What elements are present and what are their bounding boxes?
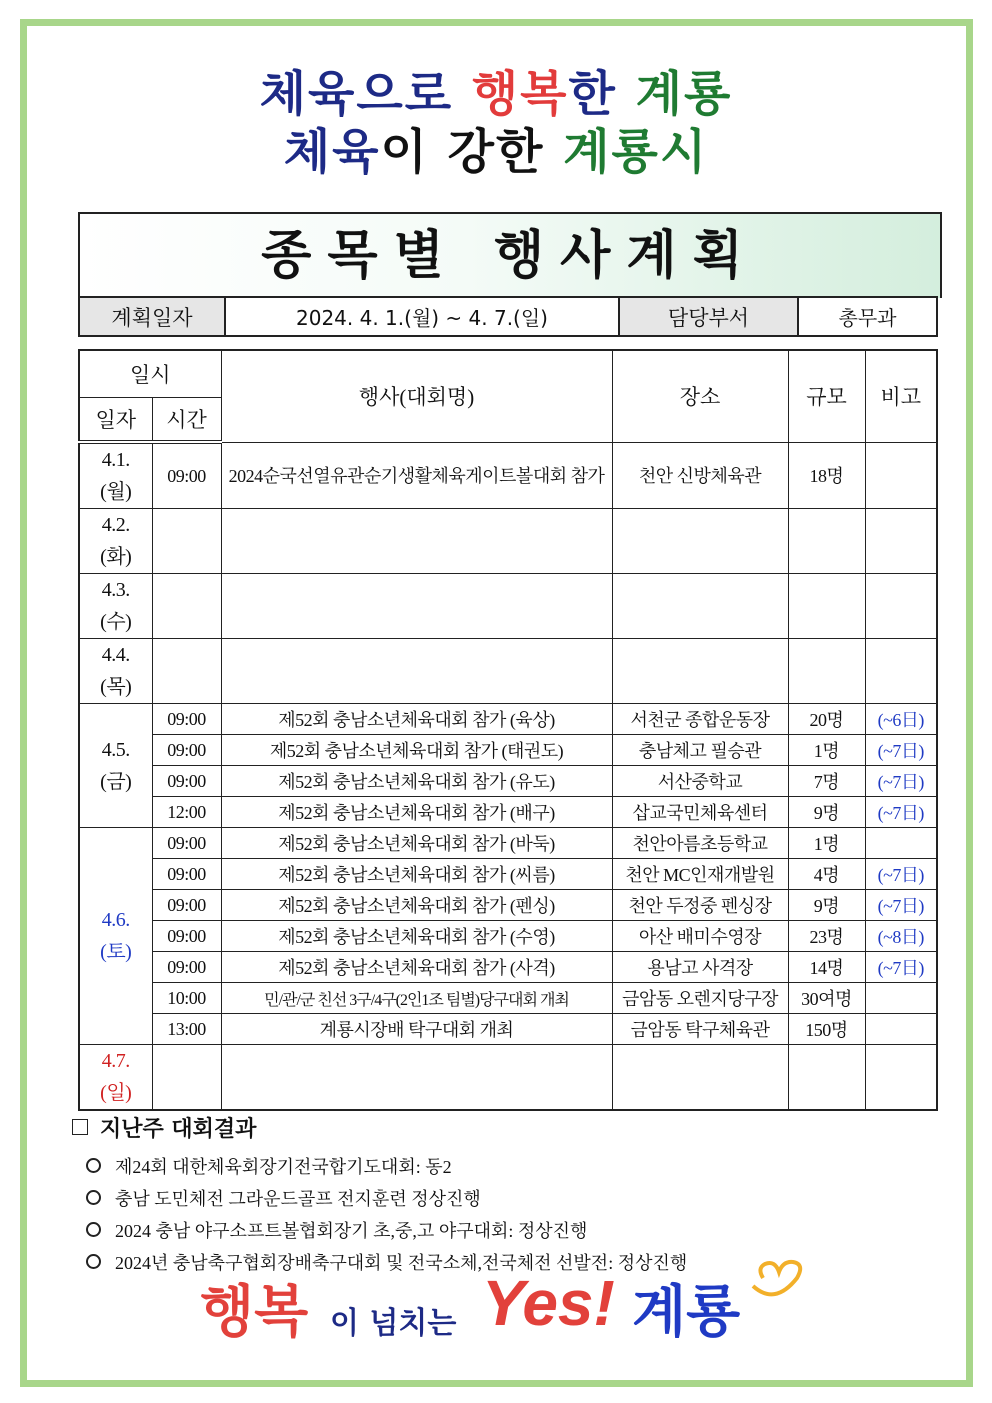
place-cell: 금암동 탁구체육관 [612, 1014, 788, 1045]
header-datetime: 일시 [79, 350, 221, 398]
slogan-text: 행복 [471, 66, 569, 122]
table-row [79, 797, 937, 828]
date-dow: (수) [100, 611, 132, 633]
time-cell: 12:00 [152, 797, 221, 828]
dept-label: 담당부서 [619, 297, 798, 336]
date-cell [79, 639, 152, 704]
table-row [79, 442, 937, 509]
date-cell [79, 1045, 152, 1111]
table-row [79, 704, 937, 735]
event-cell: 계룡시장배 탁구대회 개최 [221, 1014, 612, 1045]
table-row [79, 828, 937, 859]
footer-logo-text: 계룡 [632, 1280, 741, 1345]
note-cell [865, 983, 937, 1014]
date-dow: (월) [100, 481, 132, 503]
circle-bullet-icon [86, 1254, 101, 1269]
scale-cell: 4명 [788, 859, 865, 890]
slogan-text: 계룡시 [563, 124, 709, 180]
date-dow: (금) [100, 770, 132, 793]
date-cell [79, 828, 152, 1045]
scale-cell: 20명 [788, 704, 865, 735]
slogan-text: 체육 [283, 124, 381, 180]
plan-date-value: 2024. 4. 1.(월) ~ 4. 7.(일) [225, 297, 619, 336]
note-cell [865, 442, 937, 509]
date-day: 4.2. [101, 514, 130, 536]
date-cell [79, 509, 152, 574]
page-title: 종목별 행사계획 [261, 226, 759, 286]
results-heading-text: 지난주 대회결과 [100, 1117, 257, 1142]
dept-value: 총무과 [798, 297, 937, 336]
note-cell: (~7日) [865, 859, 937, 890]
date-dow: (일) [100, 1082, 132, 1104]
event-cell: 제52회 충남소년체육대회 참가 (유도) [221, 766, 612, 797]
date-cell [79, 574, 152, 639]
results-heading [72, 1112, 687, 1143]
date-day: 4.1. [101, 449, 130, 471]
event-cell: 제52회 충남소년체육대회 참가 (사격) [221, 952, 612, 983]
scale-cell: 9명 [788, 797, 865, 828]
heart-icon [745, 1256, 805, 1306]
table-row [79, 921, 937, 952]
scale-cell: 18명 [788, 442, 865, 509]
note-cell: (~7日) [865, 890, 937, 921]
place-cell: 서천군 종합운동장 [612, 704, 788, 735]
table-row [79, 509, 937, 574]
event-cell: 제52회 충남소년체육대회 참가 (육상) [221, 704, 612, 735]
scale-cell: 30여명 [788, 983, 865, 1014]
last-week-results [72, 1112, 687, 1279]
scale-cell: 9명 [788, 890, 865, 921]
event-cell: 제52회 충남소년체육대회 참가 (태권도) [221, 735, 612, 766]
footer-logo-text: Yes! [482, 1267, 615, 1339]
table-row [79, 574, 937, 639]
footer-logo-text: 행복 [200, 1280, 309, 1345]
date-day: 4.7. [101, 1050, 130, 1072]
list-item [72, 1215, 687, 1247]
header-date: 일자 [79, 398, 152, 443]
note-cell: (~7日) [865, 735, 937, 766]
place-cell: 천안아름초등학교 [612, 828, 788, 859]
place-cell: 아산 배미수영장 [612, 921, 788, 952]
header-place: 장소 [612, 350, 788, 442]
scale-cell: 7명 [788, 766, 865, 797]
plan-date-label: 계획일자 [79, 297, 225, 336]
event-cell: 제52회 충남소년체육대회 참가 (펜싱) [221, 890, 612, 921]
time-cell: 09:00 [152, 890, 221, 921]
note-cell [865, 1014, 937, 1045]
note-cell: (~6日) [865, 704, 937, 735]
event-cell: 민/관/군 친선 3구/4구(2인1조 팀별)당구대회 개최 [221, 983, 612, 1014]
note-cell: (~7日) [865, 952, 937, 983]
place-cell: 천안 MC인재개발원 [612, 859, 788, 890]
table-row [79, 890, 937, 921]
note-cell: (~7日) [865, 766, 937, 797]
checkbox-icon [72, 1119, 88, 1135]
scale-cell: 1명 [788, 735, 865, 766]
time-cell: 10:00 [152, 983, 221, 1014]
result-text: 2024 충남 야구소프트볼협회장기 초,중,고 야구대회: 정상진행 [115, 1221, 588, 1241]
event-cell: 제52회 충남소년체육대회 참가 (수영) [221, 921, 612, 952]
result-text: 2024년 충남축구협회장배축구대회 및 전국소체,전국체전 선발전: 정상진행 [115, 1253, 688, 1273]
table-row [79, 766, 937, 797]
date-day: 4.4. [101, 644, 130, 666]
event-cell: 2024순국선열유관순기생활체육게이트볼대회 참가 [221, 442, 612, 509]
circle-bullet-icon [86, 1158, 101, 1173]
list-item [72, 1151, 687, 1183]
time-cell: 09:00 [152, 952, 221, 983]
date-dow: (화) [100, 546, 132, 568]
table-row [79, 735, 937, 766]
scale-cell: 23명 [788, 921, 865, 952]
slogan-text: 체육으로 [259, 66, 472, 122]
date-cell [79, 442, 152, 509]
time-cell: 09:00 [152, 828, 221, 859]
time-cell: 09:00 [152, 766, 221, 797]
scale-cell: 1명 [788, 828, 865, 859]
date-dow: (토) [100, 941, 132, 963]
table-row [79, 983, 937, 1014]
event-cell: 제52회 충남소년체육대회 참가 (바둑) [221, 828, 612, 859]
schedule-table [78, 349, 938, 1111]
date-cell [79, 704, 152, 828]
slogan-text: 한 [568, 66, 636, 122]
result-text: 충남 도민체전 그라운드골프 전지훈련 정상진행 [115, 1189, 481, 1209]
table-row [79, 1045, 937, 1111]
footer-logo [200, 1268, 820, 1358]
footer-logo-text: 이 넘치는 [330, 1306, 457, 1341]
date-day: 4.3. [101, 579, 130, 601]
time-cell: 09:00 [152, 704, 221, 735]
note-cell: (~8日) [865, 921, 937, 952]
scale-cell: 14명 [788, 952, 865, 983]
place-cell: 금암동 오렌지당구장 [612, 983, 788, 1014]
time-cell: 13:00 [152, 1014, 221, 1045]
circle-bullet-icon [86, 1190, 101, 1205]
table-row [79, 1014, 937, 1045]
date-day: 4.5. [101, 738, 130, 761]
place-cell: 용남고 사격장 [612, 952, 788, 983]
time-cell: 09:00 [152, 442, 221, 509]
table-row [79, 859, 937, 890]
header-event: 행사(대회명) [221, 350, 612, 442]
time-cell: 09:00 [152, 735, 221, 766]
header-time: 시간 [152, 398, 221, 443]
date-day: 4.6. [101, 909, 130, 931]
place-cell: 천안 두정중 펜싱장 [612, 890, 788, 921]
event-cell: 제52회 충남소년체육대회 참가 (배구) [221, 797, 612, 828]
header-note: 비고 [865, 350, 937, 442]
table-row [79, 952, 937, 983]
table-row [79, 639, 937, 704]
date-dow: (목) [100, 676, 132, 698]
circle-bullet-icon [86, 1222, 101, 1237]
title-box [78, 212, 942, 298]
header-scale: 규모 [788, 350, 865, 442]
list-item [72, 1183, 687, 1215]
time-cell: 09:00 [152, 921, 221, 952]
note-cell [865, 828, 937, 859]
slogan-line-2 [0, 113, 992, 182]
place-cell: 삽교국민체육센터 [612, 797, 788, 828]
slogan-text: 계룡 [635, 66, 733, 122]
event-cell: 제52회 충남소년체육대회 참가 (씨름) [221, 859, 612, 890]
result-text: 제24회 대한체육회장기전국합기도대회: 동2 [115, 1157, 452, 1177]
place-cell: 충남체고 필승관 [612, 735, 788, 766]
plan-info-table [78, 296, 938, 337]
place-cell: 천안 신방체육관 [612, 442, 788, 509]
place-cell: 서산중학교 [612, 766, 788, 797]
note-cell: (~7日) [865, 797, 937, 828]
slogan-text: 이 강한 [380, 124, 564, 180]
time-cell: 09:00 [152, 859, 221, 890]
scale-cell: 150명 [788, 1014, 865, 1045]
